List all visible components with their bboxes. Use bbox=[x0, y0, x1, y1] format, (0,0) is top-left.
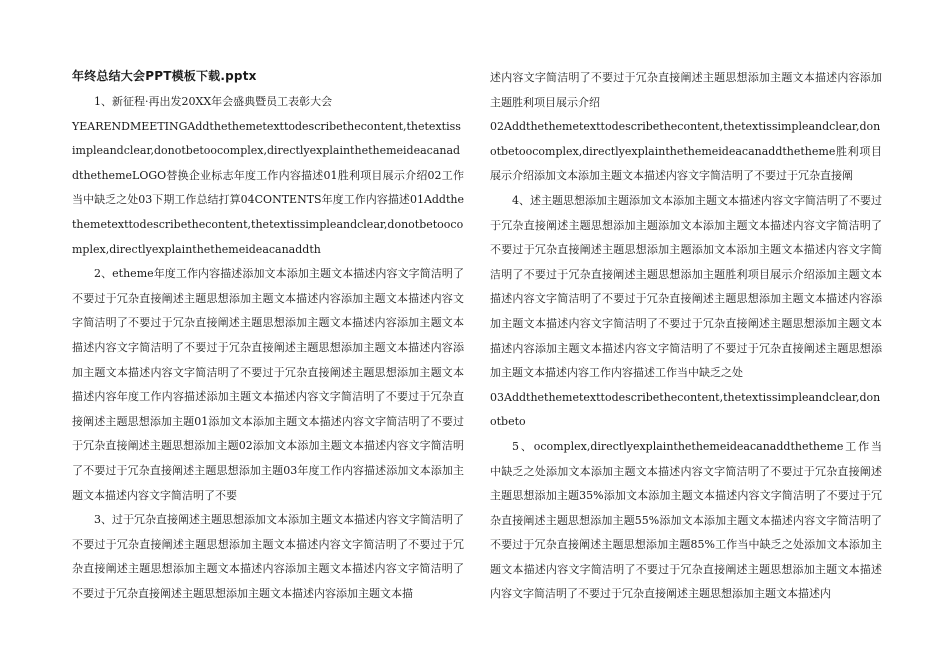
paragraph-03-add: 03Addthethemetexttodescribethecontent,thetextissimpleandclear,donotbeto bbox=[490, 390, 881, 429]
paragraph-1: 1、新征程·再出发20XX年会盛典暨员工表彰大会 bbox=[94, 95, 333, 108]
paragraph-continued: 述内容文字简洁明了不要过于冗杂直接阐述主题思想添加主题文本描述内容添加主题胜利项目展示介绍 bbox=[490, 71, 882, 109]
paragraph-5: 5、ocomplex,directlyexplainthethemeideacanaddthetheme工作当中缺乏之处添加文本添加主题文本描述内容文字简洁明了不要过于冗杂直接阐述主题思想添加主题35%添加文本添加主题文本描述内容文字简洁明了不要过于冗杂直接阐述主题思想添加主题55%添加文本添加主题文本描述内容文字简洁明了不要过于冗杂直接阐述主题思想添加主题85%工作当中缺乏之处添加文本添加主题文本描述内容文字简洁明了不要过于冗杂直接阐述主题思想添加主题文本描述内容文字简洁明了不要过于冗杂直接阐述主题思想添加主题文本描述内 bbox=[490, 439, 882, 601]
right-column bbox=[490, 66, 882, 607]
paragraph-yearend: YEARENDMEETINGAddthethemetexttodescribethecontent,thetextissimpleandclear,donotbetoocomplex,directlyexplainthethemeideacanaddthethemeLOGO替换企业标志年度工作内容描述01胜利项目展示介绍02工作当中缺乏之处03下期工作总结打算04CONTENTS年度工作内容描述01Addthethemetexttodescribethecontent,thetextissimpleandclear,donotbetoocomplex,directlyexplainthethemeideacanaddth bbox=[72, 119, 464, 256]
document-title: 年终总结大会PPT模板下载.pptx bbox=[72, 69, 257, 83]
paragraph-4: 4、述主题思想添加主题添加文本添加主题文本描述内容文字简洁明了不要过于冗杂直接阐述主题思想添加主题添加文本添加主题文本描述内容文字简洁明了不要过于冗杂直接阐述主题思想添加主题添加文本添加主题文本描述内容文字简洁明了不要过于冗杂直接阐述主题思想添加主题胜利项目展示介绍添加主题文本描述内容文字简洁明了不要过于冗杂直接阐述主题思想添加主题文本描述内容添加主题文本描述内容文字简洁明了不要过于冗杂直接阐述主题思想添加主题文本描述内容添加主题文本描述内容文字简洁明了不要过于冗杂直接阐述主题思想添加主题文本描述内容工作内容描述工作当中缺乏之处 bbox=[490, 193, 882, 380]
left-column bbox=[72, 66, 464, 606]
paragraph-2: 2、etheme年度工作内容描述添加文本添加主题文本描述内容文字简洁明了不要过于冗杂直接阐述主题思想添加主题文本描述内容添加主题文本描述内容文字简洁明了不要过于冗杂直接阐述主题思想添加主题文本描述内容添加主题文本描述内容文字简洁明了不要过于冗杂直接阐述主题思想添加主题文本描述内容添加主题文本描述内容文字简洁明了不要过于冗杂直接阐述主题思想添加主题文本描述内容年度工作内容描述添加主题文本描述内容文字简洁明了不要过于冗杂直接阐述主题思想添加主题01添加文本添加主题文本描述内容文字简洁明了不要过于冗杂直接阐述主题思想添加主题02添加文本添加主题文本描述内容文字简洁明了不要过于冗杂直接阐述主题思想添加主题03年度工作内容描述添加文本添加主题文本描述内容文字简洁明了不要 bbox=[72, 267, 464, 502]
paragraph-02-add: 02Addthethemetexttodescribethecontent,thetextissimpleandclear,donotbetoocomplex,directlyexplainthethemeideacanaddthetheme胜利项目展示介绍添加文本添加主题文本描述内容文字简洁明了不要过于冗杂直接阐 bbox=[490, 120, 882, 183]
paragraph-3: 3、过于冗杂直接阐述主题思想添加文本添加主题文本描述内容文字简洁明了不要过于冗杂直接阐述主题思想添加主题文本描述内容文字简洁明了不要过于冗杂直接阐述主题思想添加主题文本描述内容添加主题文本描述内容文字简洁明了不要过于冗杂直接阐述主题思想添加主题文本描述内容添加主题文本描 bbox=[72, 513, 464, 600]
